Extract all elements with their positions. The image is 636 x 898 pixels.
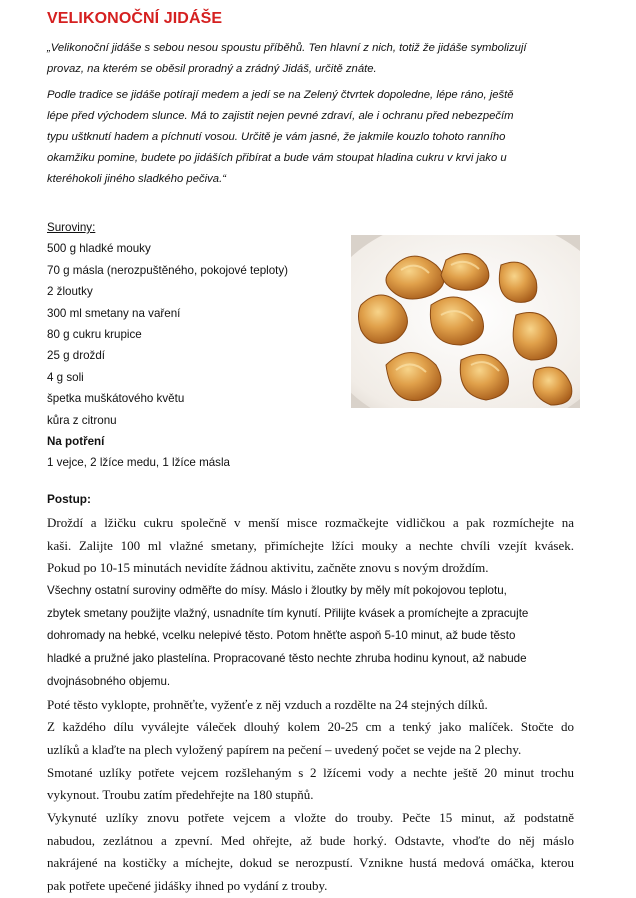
intro_lines_1-line: „Velikonoční jidáše s sebou nesou spoustu příběhů. Ten hlavní z nich, totiž že jidáše symbolizují <box>47 42 527 54</box>
spread-ingredients: 1 vejce, 2 lžíce medu, 1 lžíce másla <box>47 456 231 470</box>
procedure-text <box>47 512 574 898</box>
ingredient-item: 80 g cukru krupice <box>47 327 142 341</box>
intro-paragraph-1 <box>47 38 592 80</box>
intro_lines_2-line: kteréhokoli jiného sladkého pečiva.“ <box>47 173 226 185</box>
intro-paragraph-2 <box>47 85 592 190</box>
jidase-buns-illustration <box>351 235 580 408</box>
page-title: VELIKONOČNÍ JIDÁŠE <box>47 10 223 27</box>
procedure-line: Pokud po 10-15 minutách nevidíte žádnou aktivitu, začněte znovu s novým droždím. <box>47 560 489 576</box>
procedure-line: pak potřete upečené jidášky ihned po vydání z trouby. <box>47 878 328 893</box>
procedure-line: nabudou, zezlátnou a zpevní. Med ohřejte, až bude horký. Odstavte, vhoďte do něj máslo <box>47 832 574 848</box>
ingredient-item: 500 g hladké mouky <box>47 242 151 256</box>
ingredient-item: kůra z citronu <box>47 413 117 427</box>
procedure-line: Všechny ostatní suroviny odměřte do mísy. Máslo i žloutky by měly mít pokojovou teplotu, <box>47 584 507 598</box>
procedure-line: Smotané uzlíky potřete vejcem rozšlehaným s 2 lžícemi vody a nechte ještě 20 minut trochu <box>47 764 574 780</box>
procedure-heading: Postup: <box>47 492 91 506</box>
intro_lines_1-line: provaz, na kterém se oběsil proradný a zrádný Jidáš, určitě znáte. <box>47 63 377 75</box>
procedure-line: Poté těsto vyklopte, prohněťte, vyženťe z něj vzduch a rozdělte na 24 stejných dílků. <box>47 696 488 712</box>
procedure-line: hladké a pružné jako plastelína. Propracované těsto nechte zhruba hodinu kynout, až nabude <box>47 652 527 666</box>
procedure-line: kaši. Zalijte 100 ml vlažné smetany, přimíchejte lžíci mouky a nechte chvíli vzejít kvásek. <box>47 537 574 553</box>
ingredient-item: 300 ml smetany na vaření <box>47 306 181 320</box>
jidase-buns-photo <box>351 235 580 408</box>
ingredient-item: špetka muškátového květu <box>47 392 185 406</box>
procedure-line: Z každého dílu vyválejte váleček dlouhý kolem 20-25 cm a tenký jako malíček. Stočte do <box>47 719 574 735</box>
procedure-line: nakrájené na kostičky a míchejte, dokud se nerozpustí. Vznikne hustá medová omáčka, kterou <box>47 855 574 871</box>
ingredients-section <box>47 217 347 474</box>
intro_lines_2-line: lépe před východem slunce. Má to zajistit nejen pevné zdraví, ale i ochranu před nebezpečím <box>47 110 514 122</box>
procedure-line: Vykynuté uzlíky znovu potřete vejcem a vložte do trouby. Pečte 15 minut, až podstatně <box>47 809 574 825</box>
ingredient-item: 4 g soli <box>47 370 84 384</box>
procedure-line: zbytek smetany použijte vlažný, usnadníte tím kynutí. Přilijte kvásek a promíchejte a zpracujte <box>47 606 529 620</box>
ingredients-list <box>47 238 347 431</box>
spread-heading: Na potření <box>47 434 105 448</box>
intro_lines_2-line: typu uštknutí hadem a píchnutí vosou. Určitě je vám jasné, že jakmile kouzlo tohoto ranního <box>47 131 506 143</box>
procedure-line: Droždí a lžičku cukru společně v menší misce rozmačkejte vidličkou a pak rozmíchejte na <box>47 515 574 530</box>
procedure-line: uzlíků a klaďte na plech vyložený papírem na pečení – uvedený počet se vejde na 2 plechy. <box>47 741 522 757</box>
intro_lines_2-line: Podle tradice se jidáše potírají medem a jedí se na Zelený čtvrtek dopoledne, lépe ráno, ještě <box>47 89 514 101</box>
ingredient-item: 2 žloutky <box>47 285 93 299</box>
ingredients-heading: Suroviny: <box>47 221 96 234</box>
intro_lines_2-line: okamžiku pomine, budete po jidáších přibírat a bude vám stoupat hladina cukru v krvi jako u <box>47 152 507 164</box>
procedure-line: dvojnásobného objemu. <box>47 674 171 688</box>
ingredient-item: 25 g droždí <box>47 349 106 363</box>
procedure-line: vykynout. Troubu zatím předehřejte na 180 stupňů. <box>47 787 314 803</box>
ingredient-item: 70 g másla (nerozpuštěného, pokojové teploty) <box>47 263 289 277</box>
procedure-line: dohromady na hebké, vcelku nelepivé těsto. Potom hněťte aspoň 5-10 minut, až bude těsto <box>47 629 516 643</box>
